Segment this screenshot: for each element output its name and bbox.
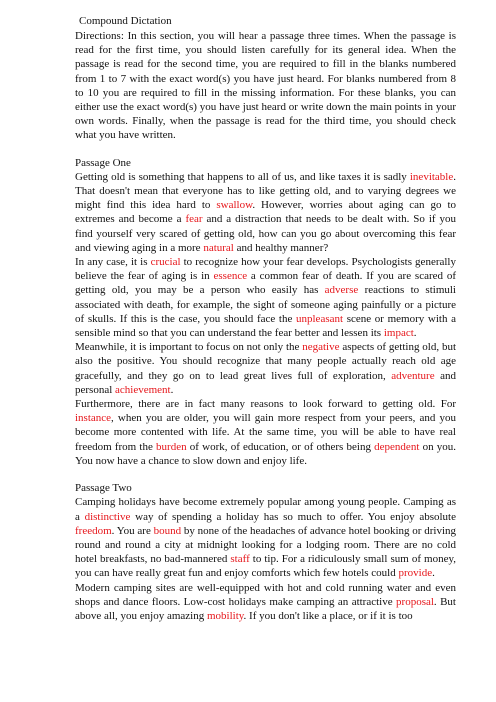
passage-paragraph <box>75 340 456 397</box>
passage-text: of work, of education, or of others being <box>186 440 375 453</box>
answer-word: dependent <box>374 440 420 453</box>
section-gap <box>75 468 456 481</box>
passages-container <box>75 156 456 624</box>
answer-word: achievement <box>115 383 171 396</box>
passage-section <box>75 156 456 468</box>
answer-word: adventure <box>391 369 435 382</box>
directions-paragraph: Directions: In this section, you will hear a passage three times. When the passage is read for the first time, you should listen carefully for its general idea. When the passage is read for the second time, you are required to fill in the blanks numbered from 1 to 7 with the exact word(s) you have just heard. For blanks numbered from 8 to 10 you are required to fill in the missing information. For these blanks, you can either use the exact word(s) you have just heard or write down the main points in your own words. Finally, when the passage is read for the third time, you should check what you have written. <box>75 30 456 142</box>
answer-word: negative <box>302 341 340 354</box>
answer-word: inevitable <box>409 170 454 183</box>
passage-text: . If you don't like a place, or if it is too <box>243 609 413 622</box>
answer-word: freedom <box>75 524 112 537</box>
passage-paragraph <box>75 170 456 255</box>
passage-text: a common fear of death. If you are scared of getting old, you may be a person who easily has <box>75 270 456 297</box>
passage-text: . <box>432 567 435 580</box>
answer-word: proposal <box>396 595 434 608</box>
passage-text: aspects of getting old, but also the positive. You should recognize that many people actually reach old age gracefully, and they go on to lead great lives full of exploration, <box>75 341 457 382</box>
answer-word: essence <box>213 270 248 283</box>
passage-text: . <box>413 327 417 340</box>
passage-text: to tip. For a ridiculously small sum of money, you can have really great fun and enjoy comforts which few hotels could <box>75 553 456 580</box>
answer-word: burden <box>156 440 187 453</box>
passage-text: to recognize how your fear develops. Psychologists generally believe the fear of aging is in <box>75 256 456 283</box>
answer-word: crucial <box>150 256 181 269</box>
answer-word: instance <box>75 412 112 425</box>
answer-word: impact <box>383 327 414 340</box>
passage-text: , when you are older, you will gain more respect from your peers, and you become more contented with life. At the same time, you will be able to have real freedom from the <box>75 412 456 453</box>
answer-word: mobility <box>206 609 244 622</box>
passage-text: reactions to stimuli associated with death, for example, the sight of someone aging painfully or a picture of skulls. If this is the case, you should face the <box>75 284 456 325</box>
passage-text: . But above all, you enjoy amazing <box>75 595 456 622</box>
passage-text: on you. You now have a chance to slow down and enjoy life. <box>75 440 457 467</box>
answer-word: staff <box>230 553 250 566</box>
passage-paragraph <box>75 255 456 340</box>
passage-text: . You are <box>111 524 154 537</box>
answer-word: adverse <box>324 284 359 297</box>
passage-text: and healthy manner? <box>233 241 329 254</box>
passage-text: scene or memory with a sensible mind so that you can understand the fear better and lessen its <box>75 312 456 340</box>
passage-text: . However, worries about aging can go to extremes and become a <box>75 199 457 226</box>
passage-text: Meanwhile, it is important to focus on not only the <box>75 341 303 354</box>
passage-text: Modern camping sites are well-equipped with hot and cold running water and even shops and dance floors. Low-cost holidays make camping an attractive <box>75 581 456 608</box>
passage-heading: Passage One <box>75 156 131 169</box>
passage-heading: Passage Two <box>75 482 132 495</box>
passage-text: by none of the headaches of advance hotel booking or driving round and round a city at midnight looking for a lodging room. There are no cold hotel breakfasts, no bad-mannered <box>75 524 456 566</box>
section-gap <box>75 143 456 156</box>
answer-word: unpleasant <box>296 312 344 325</box>
passage-text: and a distraction that needs to be dealt with. So if you find yourself very scared of getting old, how can you go about overcoming this fear and viewing aging in a more <box>75 213 457 254</box>
passage-text: . <box>170 383 174 396</box>
passage-text: way of spending a holiday has so much to offer. You enjoy absolute <box>130 510 456 523</box>
answer-word: distinctive <box>84 510 131 523</box>
document-title: Compound Dictation <box>79 15 172 27</box>
answer-word: provide <box>398 567 433 580</box>
passage-text: Getting old is something that happens to all of us, and like taxes it is sadly <box>75 170 410 183</box>
passage-text: In any case, it is <box>75 256 151 269</box>
passage-paragraph <box>75 581 456 624</box>
answer-word: fear <box>185 213 203 226</box>
passage-text: Furthermore, there are in fact many reasons to look forward to getting old. For <box>75 398 456 411</box>
passage-section <box>75 481 456 623</box>
passage-text: . That doesn't mean that everyone has to like getting old, and to varying degrees we might find this idea hard to <box>75 170 456 212</box>
passage-paragraph <box>75 495 456 580</box>
passage-paragraph <box>75 397 456 468</box>
answer-word: bound <box>153 524 182 537</box>
passage-text: and personal <box>75 369 456 396</box>
answer-word: swallow <box>216 199 253 212</box>
answer-word: natural <box>203 241 234 254</box>
passage-text: Camping holidays have become extremely popular among young people. Camping as a <box>75 496 456 523</box>
